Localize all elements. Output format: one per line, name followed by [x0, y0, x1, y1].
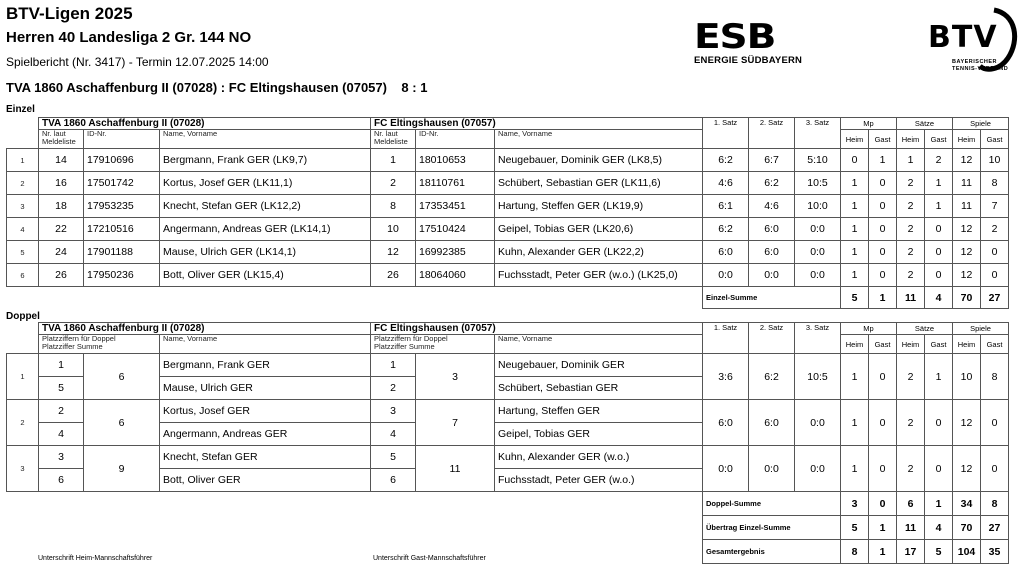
match-result: TVA 1860 Aschaffenburg II (07028) : FC Eltingshausen (07057) 8 : 1 — [6, 80, 428, 95]
doppel-sum-label: Doppel-Summe — [703, 492, 841, 516]
doppel-col-satz2: 2. Satz — [749, 323, 795, 354]
mp-gast: 0 — [869, 218, 897, 241]
home-platzziffer-1: 2 — [39, 400, 84, 423]
einzel-home-team: TVA 1860 Aschaffenburg II (07028) — [39, 118, 371, 130]
home-player-name: Knecht, Stefan GER (LK12,2) — [160, 195, 371, 218]
btv-logo-letters: BTV — [928, 20, 998, 55]
doppel-col-saetze-gast: Gast — [925, 335, 953, 354]
einzel-sum-spiele-heim: 70 — [953, 287, 981, 309]
mp-heim: 1 — [841, 241, 869, 264]
spiele-gast: 8 — [981, 354, 1009, 400]
home-platzziffer-2: 5 — [39, 377, 84, 400]
set2-score: 6:0 — [749, 241, 795, 264]
set2-score: 6:0 — [749, 218, 795, 241]
doppel-number: 1 — [7, 354, 39, 400]
home-player-name: Bergmann, Frank GER (LK9,7) — [160, 149, 371, 172]
saetze-gast: 2 — [925, 149, 953, 172]
spiele-heim: 12 — [953, 149, 981, 172]
total-mp-gast: 1 — [869, 540, 897, 564]
doppel-col-mp: Mp — [841, 323, 897, 335]
col-mp-gast: Gast — [869, 130, 897, 149]
guest-platzziffer-1: 3 — [371, 400, 416, 423]
spiele-heim: 12 — [953, 264, 981, 287]
home-player-1: Knecht, Stefan GER — [160, 446, 371, 469]
einzel-sum-saetze-heim: 11 — [897, 287, 925, 309]
set3-score: 10:5 — [795, 354, 841, 400]
col-mp: Mp — [841, 118, 897, 130]
guest-id: 17353451 — [416, 195, 495, 218]
home-player-2: Mause, Ulrich GER — [160, 377, 371, 400]
col-guest-id: ID-Nr. — [416, 130, 495, 149]
mp-gast: 0 — [869, 241, 897, 264]
doppel-home-ziffer-header — [39, 335, 160, 354]
home-ziffer-sum: 9 — [84, 446, 160, 492]
guest-id: 17510424 — [416, 218, 495, 241]
saetze-heim: 2 — [897, 354, 925, 400]
doppel-sum-spiele-heim: 34 — [953, 492, 981, 516]
saetze-gast: 0 — [925, 218, 953, 241]
spiele-heim: 10 — [953, 354, 981, 400]
home-platzziffer-1: 3 — [39, 446, 84, 469]
saetze-heim: 2 — [897, 218, 925, 241]
home-id: 17953235 — [84, 195, 160, 218]
col-guest-name: Name, Vorname — [495, 130, 703, 149]
set3-score: 0:0 — [795, 241, 841, 264]
guest-player-name: Fuchsstadt, Peter GER (w.o.) (LK25,0) — [495, 264, 703, 287]
doppel-home-pz-label: Platzziffer — [42, 342, 75, 351]
set1-score: 0:0 — [703, 446, 749, 492]
col-saetze: Sätze — [897, 118, 953, 130]
set3-score: 10:5 — [795, 172, 841, 195]
guest-ziffer-sum: 11 — [416, 446, 495, 492]
guest-id: 18110761 — [416, 172, 495, 195]
carry-mp-heim: 5 — [841, 516, 869, 540]
btv-logo — [924, 6, 1020, 78]
total-mp-heim: 8 — [841, 540, 869, 564]
mp-heim: 1 — [841, 354, 869, 400]
einzel-table — [6, 117, 1009, 309]
home-player-2: Bott, Oliver GER — [160, 469, 371, 492]
guest-player-1: Kuhn, Alexander GER (w.o.) — [495, 446, 703, 469]
carry-spiele-gast: 27 — [981, 516, 1009, 540]
mp-gast: 0 — [869, 264, 897, 287]
guest-rank: 10 — [371, 218, 416, 241]
carry-saetze-gast: 4 — [925, 516, 953, 540]
mp-gast: 0 — [869, 354, 897, 400]
doppel-col-home-name: Name, Vorname — [160, 335, 371, 354]
doppel-col-spiele-gast: Gast — [981, 335, 1009, 354]
set3-score: 10:0 — [795, 195, 841, 218]
col-satz1: 1. Satz — [703, 118, 749, 149]
home-player-1: Kortus, Josef GER — [160, 400, 371, 423]
guest-rank: 26 — [371, 264, 416, 287]
guest-id: 18010653 — [416, 149, 495, 172]
set1-score: 3:6 — [703, 354, 749, 400]
einzel-sum-mp-gast: 1 — [869, 287, 897, 309]
mp-heim: 1 — [841, 218, 869, 241]
einzel-row — [7, 172, 1009, 195]
home-platzziffer-2: 4 — [39, 423, 84, 446]
einzel-row — [7, 218, 1009, 241]
spiele-gast: 2 — [981, 218, 1009, 241]
carry-mp-gast: 1 — [869, 516, 897, 540]
set2-score: 0:0 — [749, 264, 795, 287]
doppel-guest-pz-label: Platzziffer — [374, 342, 407, 351]
guest-rank: 2 — [371, 172, 416, 195]
spiele-gast: 0 — [981, 446, 1009, 492]
col-home-id: ID-Nr. — [84, 130, 160, 149]
home-platzziffer-2: 6 — [39, 469, 84, 492]
doppel-section-label: Doppel — [6, 311, 40, 322]
carry-einzel-label: Übertrag Einzel-Summe — [703, 516, 841, 540]
home-rank: 22 — [39, 218, 84, 241]
home-player-name: Kortus, Josef GER (LK11,1) — [160, 172, 371, 195]
doppel-sum-mp-heim: 3 — [841, 492, 869, 516]
saetze-gast: 0 — [925, 264, 953, 287]
saetze-heim: 2 — [897, 241, 925, 264]
guest-player-name: Kuhn, Alexander GER (LK22,2) — [495, 241, 703, 264]
spiele-heim: 12 — [953, 400, 981, 446]
mp-gast: 0 — [869, 195, 897, 218]
saetze-heim: 2 — [897, 172, 925, 195]
guest-platzziffer-2: 2 — [371, 377, 416, 400]
guest-id: 18064060 — [416, 264, 495, 287]
guest-platzziffer-2: 4 — [371, 423, 416, 446]
home-player-name: Mause, Ulrich GER (LK14,1) — [160, 241, 371, 264]
doppel-col-spiele: Spiele — [953, 323, 1009, 335]
doppel-home-sum-label: Summe — [76, 342, 103, 351]
einzel-row — [7, 149, 1009, 172]
home-id: 17210516 — [84, 218, 160, 241]
einzel-sum-spiele-gast: 27 — [981, 287, 1009, 309]
home-rank: 14 — [39, 149, 84, 172]
set2-score: 6:0 — [749, 400, 795, 446]
saetze-gast: 0 — [925, 241, 953, 264]
btv-logo-subtitle — [952, 59, 1008, 72]
doppel-col-saetze: Sätze — [897, 323, 953, 335]
carry-spiele-heim: 70 — [953, 516, 981, 540]
col-mp-heim: Heim — [841, 130, 869, 149]
row-number: 2 — [7, 172, 39, 195]
doppel-row — [7, 354, 1009, 377]
mp-heim: 1 — [841, 400, 869, 446]
col-home-name: Name, Vorname — [160, 130, 371, 149]
home-id: 17950236 — [84, 264, 160, 287]
saetze-heim: 2 — [897, 400, 925, 446]
home-id: 17901188 — [84, 241, 160, 264]
carry-saetze-heim: 11 — [897, 516, 925, 540]
doppel-col-saetze-heim: Heim — [897, 335, 925, 354]
guest-platzziffer-2: 6 — [371, 469, 416, 492]
doppel-guest-ziffer-label: Platzziffern für Doppel — [374, 334, 448, 343]
saetze-heim: 2 — [897, 195, 925, 218]
total-label: Gesamtergebnis — [703, 540, 841, 564]
guest-player-name: Geipel, Tobias GER (LK20,6) — [495, 218, 703, 241]
col-spiele-heim: Heim — [953, 130, 981, 149]
mp-heim: 1 — [841, 195, 869, 218]
col-satz2: 2. Satz — [749, 118, 795, 149]
spiele-gast: 8 — [981, 172, 1009, 195]
doppel-guest-sum-label: Summe — [408, 342, 435, 351]
col-satz3: 3. Satz — [795, 118, 841, 149]
saetze-heim: 1 — [897, 149, 925, 172]
row-number: 5 — [7, 241, 39, 264]
guest-player-1: Neugebauer, Dominik GER — [495, 354, 703, 377]
home-platzziffer-1: 1 — [39, 354, 84, 377]
guest-player-name: Neugebauer, Dominik GER (LK8,5) — [495, 149, 703, 172]
spiele-heim: 12 — [953, 241, 981, 264]
doppel-row — [7, 400, 1009, 423]
home-ziffer-sum: 6 — [84, 354, 160, 400]
spiele-gast: 7 — [981, 195, 1009, 218]
guest-player-2: Geipel, Tobias GER — [495, 423, 703, 446]
mp-gast: 0 — [869, 446, 897, 492]
set3-score: 0:0 — [795, 264, 841, 287]
btv-sub-line1: BAYERISCHER — [952, 59, 998, 65]
guest-player-name: Schübert, Sebastian GER (LK11,6) — [495, 172, 703, 195]
mp-heim: 1 — [841, 172, 869, 195]
set1-score: 6:0 — [703, 241, 749, 264]
spiele-gast: 10 — [981, 149, 1009, 172]
guest-signature-label: Unterschrift Gast-Mannschaftsführer — [373, 555, 486, 562]
home-signature-label: Unterschrift Heim-Mannschaftsführer — [38, 555, 153, 562]
saetze-gast: 0 — [925, 446, 953, 492]
einzel-sum-mp-heim: 5 — [841, 287, 869, 309]
guest-rank: 12 — [371, 241, 416, 264]
report-info: Spielbericht (Nr. 3417) - Termin 12.07.2025 14:00 — [6, 55, 269, 69]
doppel-number: 2 — [7, 400, 39, 446]
btv-sub-line2: TENNIS-VERBAND — [952, 65, 1009, 72]
einzel-row — [7, 241, 1009, 264]
einzel-sum-label: Einzel-Summe — [703, 287, 841, 309]
saetze-gast: 1 — [925, 172, 953, 195]
total-saetze-gast: 5 — [925, 540, 953, 564]
set1-score: 6:0 — [703, 400, 749, 446]
set3-score: 0:0 — [795, 218, 841, 241]
mp-gast: 1 — [869, 149, 897, 172]
guest-platzziffer-1: 5 — [371, 446, 416, 469]
guest-platzziffer-1: 1 — [371, 354, 416, 377]
col-guest-rank: Nr. laut Meldeliste — [371, 130, 416, 149]
home-player-name: Angermann, Andreas GER (LK14,1) — [160, 218, 371, 241]
row-number: 1 — [7, 149, 39, 172]
doppel-sum-saetze-heim: 6 — [897, 492, 925, 516]
spiele-heim: 11 — [953, 195, 981, 218]
guest-rank: 1 — [371, 149, 416, 172]
doppel-col-mp-gast: Gast — [869, 335, 897, 354]
doppel-home-ziffer-label: Platzziffern für Doppel — [42, 334, 116, 343]
spiele-heim: 11 — [953, 172, 981, 195]
mp-gast: 0 — [869, 400, 897, 446]
guest-player-2: Fuchsstadt, Peter GER (w.o.) — [495, 469, 703, 492]
col-home-rank: Nr. laut Meldeliste — [39, 130, 84, 149]
set3-score: 0:0 — [795, 400, 841, 446]
einzel-sum-saetze-gast: 4 — [925, 287, 953, 309]
col-saetze-gast: Gast — [925, 130, 953, 149]
set1-score: 4:6 — [703, 172, 749, 195]
set2-score: 0:0 — [749, 446, 795, 492]
doppel-row — [7, 446, 1009, 469]
einzel-section-label: Einzel — [6, 104, 35, 115]
mp-gast: 0 — [869, 172, 897, 195]
home-player-2: Angermann, Andreas GER — [160, 423, 371, 446]
set1-score: 6:1 — [703, 195, 749, 218]
league-title: Herren 40 Landesliga 2 Gr. 144 NO — [6, 29, 252, 46]
esb-logo-subtitle: ENERGIE SÜDBAYERN — [694, 55, 803, 66]
doppel-guest-ziffer-header — [371, 335, 495, 354]
home-rank: 24 — [39, 241, 84, 264]
doppel-col-spiele-heim: Heim — [953, 335, 981, 354]
guest-player-name: Hartung, Steffen GER (LK19,9) — [495, 195, 703, 218]
total-spiele-gast: 35 — [981, 540, 1009, 564]
home-ziffer-sum: 6 — [84, 400, 160, 446]
col-spiele: Spiele — [953, 118, 1009, 130]
spiele-gast: 0 — [981, 400, 1009, 446]
saetze-heim: 2 — [897, 264, 925, 287]
mp-heim: 0 — [841, 149, 869, 172]
doppel-sum-spiele-gast: 8 — [981, 492, 1009, 516]
spiele-gast: 0 — [981, 264, 1009, 287]
total-saetze-heim: 17 — [897, 540, 925, 564]
set2-score: 6:7 — [749, 149, 795, 172]
einzel-guest-team: FC Eltingshausen (07057) — [371, 118, 703, 130]
einzel-row — [7, 195, 1009, 218]
home-player-1: Bergmann, Frank GER — [160, 354, 371, 377]
home-rank: 26 — [39, 264, 84, 287]
row-number: 4 — [7, 218, 39, 241]
esb-logo-letters: ESB — [694, 17, 776, 57]
saetze-gast: 0 — [925, 400, 953, 446]
set1-score: 6:2 — [703, 218, 749, 241]
total-spiele-heim: 104 — [953, 540, 981, 564]
guest-player-1: Hartung, Steffen GER — [495, 400, 703, 423]
doppel-sum-saetze-gast: 1 — [925, 492, 953, 516]
saetze-gast: 1 — [925, 354, 953, 400]
spiele-heim: 12 — [953, 446, 981, 492]
row-number: 3 — [7, 195, 39, 218]
mp-heim: 1 — [841, 264, 869, 287]
home-rank: 18 — [39, 195, 84, 218]
set3-score: 5:10 — [795, 149, 841, 172]
guest-player-2: Schübert, Sebastian GER — [495, 377, 703, 400]
set2-score: 4:6 — [749, 195, 795, 218]
guest-ziffer-sum: 3 — [416, 354, 495, 400]
page-title: BTV-Ligen 2025 — [6, 4, 133, 23]
col-spiele-gast: Gast — [981, 130, 1009, 149]
doppel-number: 3 — [7, 446, 39, 492]
col-saetze-heim: Heim — [897, 130, 925, 149]
row-number: 6 — [7, 264, 39, 287]
guest-rank: 8 — [371, 195, 416, 218]
mp-heim: 1 — [841, 446, 869, 492]
einzel-row — [7, 264, 1009, 287]
set1-score: 6:2 — [703, 149, 749, 172]
home-rank: 16 — [39, 172, 84, 195]
doppel-guest-team: FC Eltingshausen (07057) — [371, 323, 703, 335]
spiele-gast: 0 — [981, 241, 1009, 264]
guest-id: 16992385 — [416, 241, 495, 264]
doppel-col-mp-heim: Heim — [841, 335, 869, 354]
saetze-gast: 1 — [925, 195, 953, 218]
guest-ziffer-sum: 7 — [416, 400, 495, 446]
doppel-col-guest-name: Name, Vorname — [495, 335, 703, 354]
home-id: 17910696 — [84, 149, 160, 172]
doppel-sum-mp-gast: 0 — [869, 492, 897, 516]
saetze-heim: 2 — [897, 446, 925, 492]
set1-score: 0:0 — [703, 264, 749, 287]
doppel-col-satz1: 1. Satz — [703, 323, 749, 354]
set2-score: 6:2 — [749, 172, 795, 195]
doppel-home-team: TVA 1860 Aschaffenburg II (07028) — [39, 323, 371, 335]
set3-score: 0:0 — [795, 446, 841, 492]
home-player-name: Bott, Oliver GER (LK15,4) — [160, 264, 371, 287]
doppel-table — [6, 322, 1009, 564]
spiele-heim: 12 — [953, 218, 981, 241]
esb-logo — [694, 17, 810, 67]
doppel-col-satz3: 3. Satz — [795, 323, 841, 354]
home-id: 17501742 — [84, 172, 160, 195]
set2-score: 6:2 — [749, 354, 795, 400]
